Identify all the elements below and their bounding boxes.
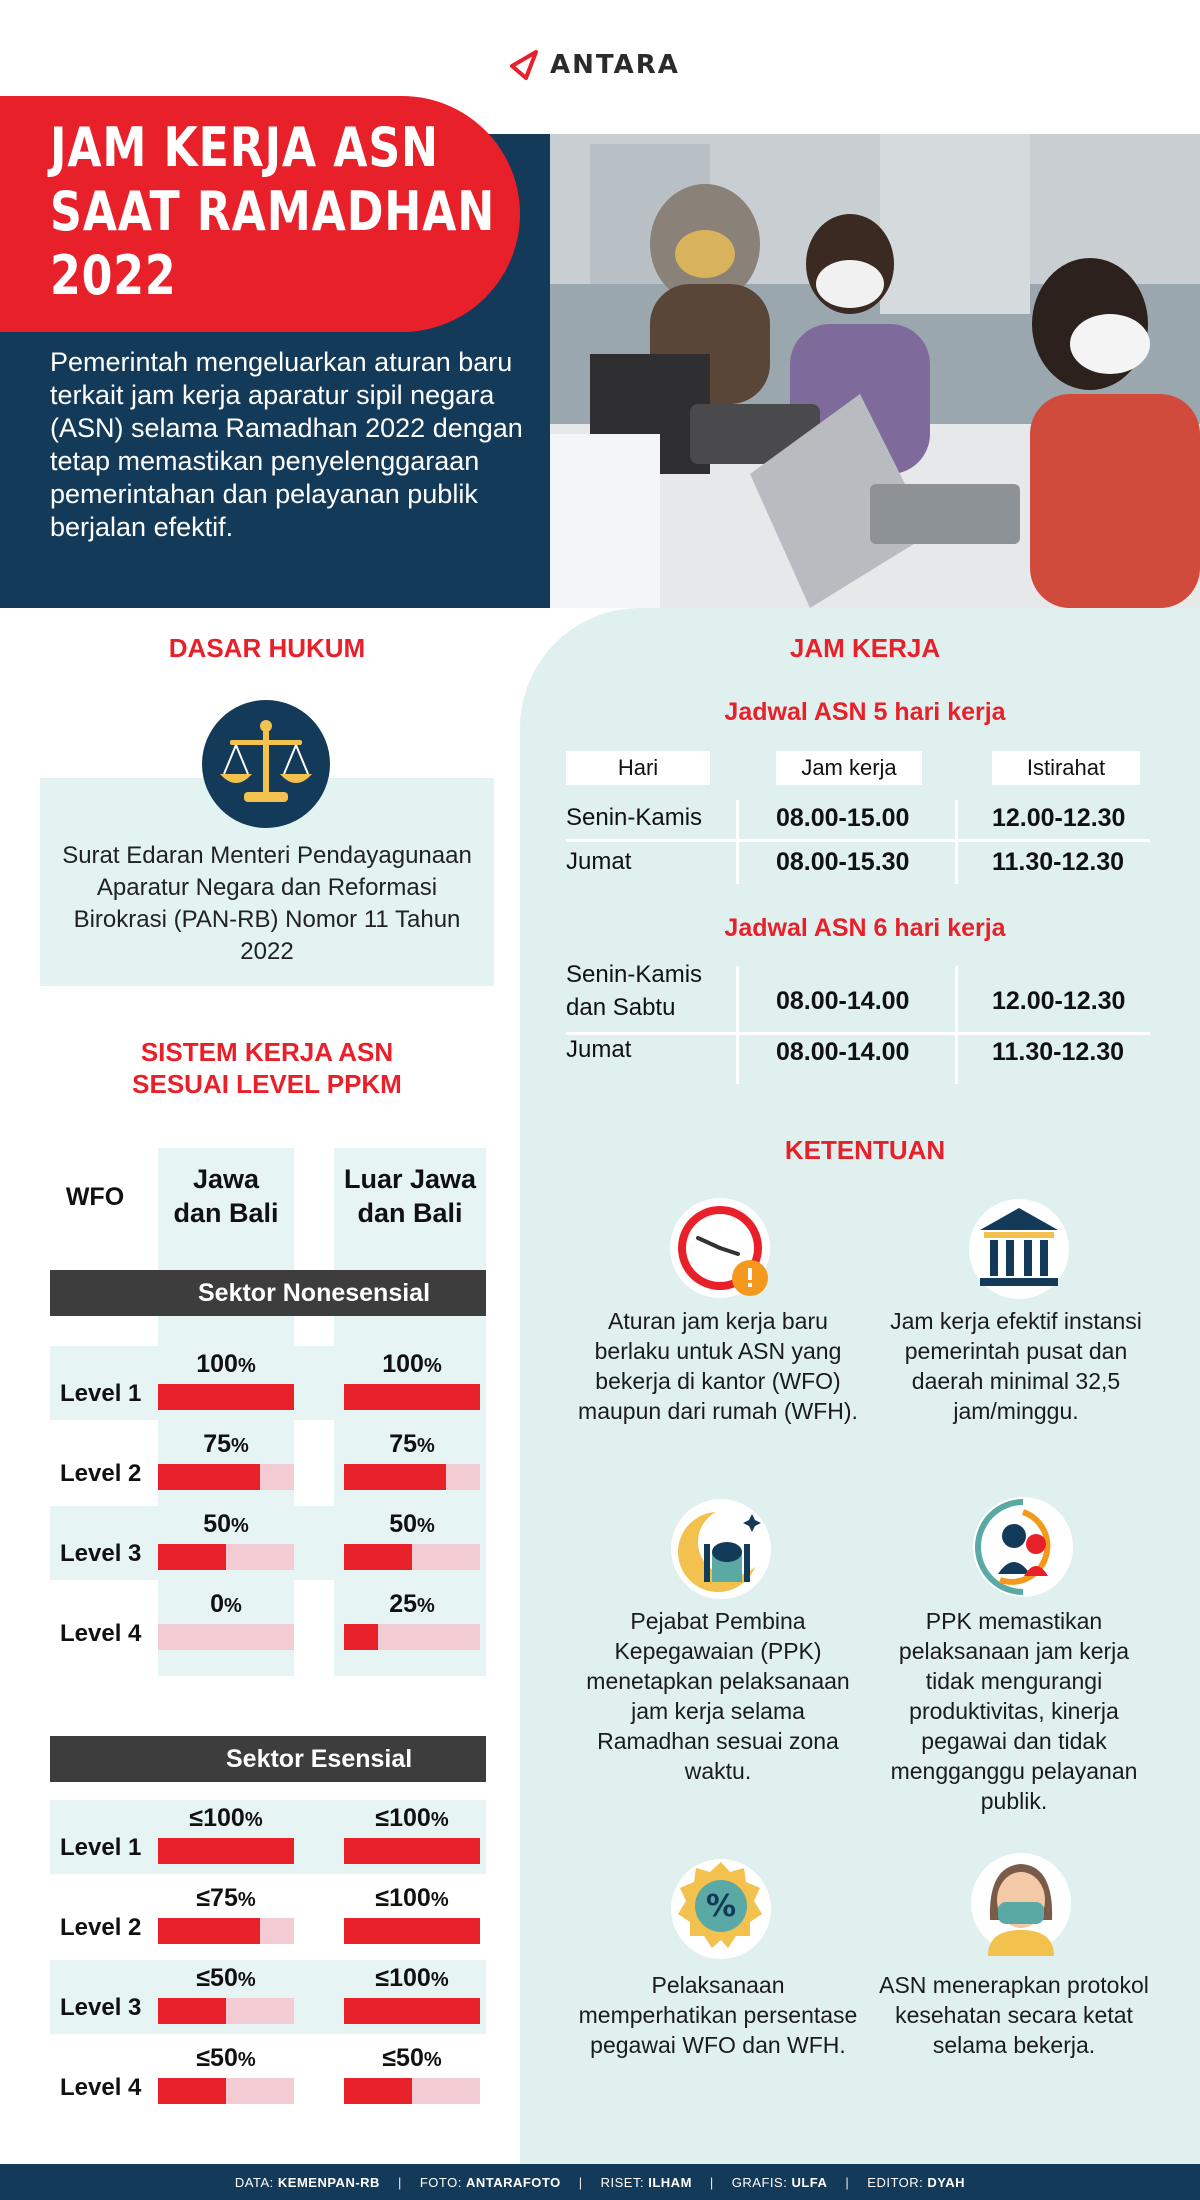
percentage-value: ≤50%	[382, 2044, 442, 2072]
col2-header	[334, 1162, 486, 1230]
percentage-value: ≤75%	[196, 1884, 256, 1912]
percentage-value: ≤100%	[375, 1964, 449, 1992]
level-label: Level 1	[60, 1380, 142, 1407]
progress-bar-fill	[158, 1544, 226, 1570]
ketentuan-text-5: Pelaksanaan memperhatikan persentase pegawai WFO dan WFH.	[578, 1972, 858, 2058]
jam-kerja-title: JAM KERJA	[789, 633, 941, 663]
progress-bar-fill	[344, 2078, 412, 2104]
percentage-value: 25%	[389, 1590, 435, 1618]
sistem-kerja-title-line-1: SISTEM KERJA ASN	[140, 1037, 394, 1067]
sektor-nonesensial-bar: Sektor Nonesensial	[50, 1270, 486, 1316]
progress-bar-fill	[344, 1918, 480, 1944]
progress-bar	[344, 1838, 480, 1864]
level-label: Level 4	[60, 1620, 142, 1647]
percentage-value: ≤50%	[196, 1964, 256, 1992]
progress-bar-fill	[158, 1918, 260, 1944]
clock-alert-icon	[668, 1196, 774, 1302]
col2-header-line-1: Luar Jawa	[343, 1164, 477, 1194]
credit-editor: EDITOR: DYAH	[867, 2174, 966, 2190]
government-building-icon	[966, 1196, 1072, 1302]
percentage-value: 0%	[210, 1590, 242, 1618]
sistem-kerja-title	[40, 1036, 494, 1100]
progress-bar	[344, 1464, 480, 1490]
progress-bar-fill	[158, 1838, 294, 1864]
level-label: Level 3	[60, 1994, 142, 2021]
header-hari: Hari	[566, 751, 710, 785]
title-line-3: 2022	[50, 244, 177, 307]
ketentuan-text-3: Pejabat Pembina Kepegawaian (PPK) menetapkan pelaksanaan jam kerja selama Ramadhan sesuai zona waktu.	[586, 1608, 850, 1784]
five-day-row2-jam: 08.00-15.30	[776, 848, 910, 876]
antara-logo-icon	[510, 48, 544, 82]
five-day-row2-istirahat: 11.30-12.30	[992, 848, 1125, 876]
five-day-row2-hari: Jumat	[566, 848, 632, 875]
legal-basis-text: Surat Edaran Menteri Pendayagunaan Aparatur Negara dan Reformasi Birokrasi (PAN-RB) Nomor 11 Tahun 2022	[62, 842, 472, 965]
title-line-2: SAAT RAMADHAN	[50, 180, 496, 243]
level-label: Level 2	[60, 1460, 142, 1487]
separator: |	[709, 2174, 714, 2190]
level-label: Level 4	[60, 2074, 142, 2101]
progress-bar	[158, 1464, 294, 1490]
progress-bar	[158, 1544, 294, 1570]
col1-header-line-1: Jawa	[192, 1164, 260, 1194]
percentage-value: ≤50%	[196, 2044, 256, 2072]
divider	[955, 966, 958, 1084]
logo-text: ANTARA	[550, 50, 680, 80]
six-day-row1-hari	[566, 958, 702, 1024]
scales-icon	[202, 700, 330, 828]
wfo-label: WFO	[65, 1183, 125, 1211]
six-day-row2-hari: Jumat	[566, 1036, 632, 1063]
progress-bar	[344, 1998, 480, 2024]
progress-bar-fill	[344, 1838, 480, 1864]
progress-bar-fill	[344, 1544, 412, 1570]
progress-bar-fill	[344, 1998, 480, 2024]
six-day-row1-istirahat: 12.00-12.30	[992, 987, 1126, 1015]
percent-badge-icon	[668, 1856, 774, 1962]
credit-foto: FOTO: ANTARAFOTO	[419, 2174, 561, 2190]
col1-header	[158, 1162, 294, 1230]
col1-header-line-2: dan Bali	[173, 1198, 279, 1228]
progress-bar	[344, 1918, 480, 1944]
five-day-row1-hari: Senin-Kamis	[566, 804, 703, 831]
percentage-value: 100%	[382, 1350, 442, 1378]
progress-bar-fill	[158, 2078, 226, 2104]
progress-bar	[158, 1998, 294, 2024]
progress-bar	[158, 1384, 294, 1410]
title-line-1: JAM KERJA ASN	[50, 116, 439, 179]
progress-bar-fill	[344, 1464, 446, 1490]
level-label: Level 2	[60, 1914, 142, 1941]
progress-bar	[158, 2078, 294, 2104]
progress-bar-fill	[158, 1384, 294, 1410]
percentage-value: 50%	[389, 1510, 435, 1538]
percentage-value: 100%	[196, 1350, 256, 1378]
six-day-row1-hari-line-2: dan Sabtu	[566, 994, 676, 1021]
progress-bar-fill	[344, 1384, 480, 1410]
six-day-title: Jadwal ASN 6 hari kerja	[724, 914, 1006, 942]
ketentuan-text-2: Jam kerja efektif instansi pemerintah pusat dan daerah minimal 32,5 jam/minggu.	[890, 1308, 1142, 1424]
level-label: Level 1	[60, 1834, 142, 1861]
percentage-value: ≤100%	[375, 1804, 449, 1832]
col2-header-line-2: dan Bali	[357, 1198, 463, 1228]
five-day-row1-istirahat: 12.00-12.30	[992, 804, 1126, 832]
progress-bar	[344, 1624, 480, 1650]
credit-data: DATA: KEMENPAN-RB	[234, 2174, 380, 2190]
progress-bar-fill	[344, 1624, 378, 1650]
level-label: Level 3	[60, 1540, 142, 1567]
six-day-row2-istirahat: 11.30-12.30	[992, 1038, 1125, 1066]
six-day-row1-jam: 08.00-14.00	[776, 987, 910, 1015]
mosque-crescent-icon	[668, 1496, 774, 1602]
divider	[955, 800, 958, 884]
progress-bar	[158, 1918, 294, 1944]
credits-footer	[0, 2164, 1200, 2200]
progress-bar	[158, 1624, 294, 1650]
five-day-title: Jadwal ASN 5 hari kerja	[724, 698, 1006, 726]
percentage-value: ≤100%	[375, 1884, 449, 1912]
percentage-value: 75%	[389, 1430, 435, 1458]
divider	[736, 800, 739, 884]
progress-bar-fill	[158, 1464, 260, 1490]
separator: |	[845, 2174, 850, 2190]
ketentuan-title: KETENTUAN	[784, 1135, 946, 1165]
separator: |	[397, 2174, 402, 2190]
ketentuan-text-1: Aturan jam kerja baru berlaku untuk ASN yang bekerja di kantor (WFO) maupun dari rumah (WFH).	[578, 1308, 858, 1424]
progress-bar-fill	[158, 1998, 226, 2024]
divider	[566, 839, 1150, 842]
people-communication-icon	[970, 1494, 1076, 1600]
ketentuan-text-6: ASN menerapkan protokol kesehatan secara ketat selama bekerja.	[879, 1972, 1149, 2058]
antara-logo	[510, 48, 680, 82]
header-istirahat: Istirahat	[992, 751, 1140, 785]
progress-bar	[344, 1384, 480, 1410]
credit-riset: RISET: ILHAM	[600, 2174, 692, 2190]
sistem-kerja-title-line-2: SESUAI LEVEL PPKM	[132, 1069, 402, 1099]
progress-bar	[344, 2078, 480, 2104]
svg-text:%: %	[705, 1889, 737, 1924]
six-day-row1-hari-line-1: Senin-Kamis	[566, 961, 703, 988]
masked-person-icon	[968, 1850, 1074, 1956]
progress-bar	[344, 1544, 480, 1570]
separator: |	[578, 2174, 583, 2190]
divider	[566, 1032, 1150, 1035]
percentage-value: ≤100%	[189, 1804, 263, 1832]
six-day-row2-jam: 08.00-14.00	[776, 1038, 910, 1066]
dasar-hukum-title: DASAR HUKUM	[168, 633, 366, 663]
sektor-esensial-bar: Sektor Esensial	[50, 1736, 486, 1782]
ketentuan-text-4: PPK memastikan pelaksanaan jam kerja tidak mengurangi produktivitas, kinerja pegawai dan tidak mengganggu pelayanan publik.	[890, 1608, 1138, 1814]
progress-bar	[158, 1838, 294, 1864]
header-jam-kerja: Jam kerja	[776, 751, 922, 785]
office-photo	[550, 134, 1200, 608]
credit-grafis: GRAFIS: ULFA	[731, 2174, 828, 2190]
divider	[736, 966, 739, 1084]
percentage-value: 75%	[203, 1430, 249, 1458]
percentage-value: 50%	[203, 1510, 249, 1538]
intro-text: Pemerintah mengeluarkan aturan baru terkait jam kerja aparatur sipil negara (ASN) selama Ramadhan 2022 dengan tetap memastikan penyelenggaraan pemerintahan dan pelayanan publik berjalan efektif.	[50, 347, 523, 542]
title-banner	[0, 96, 520, 332]
five-day-row1-jam: 08.00-15.00	[776, 804, 910, 832]
